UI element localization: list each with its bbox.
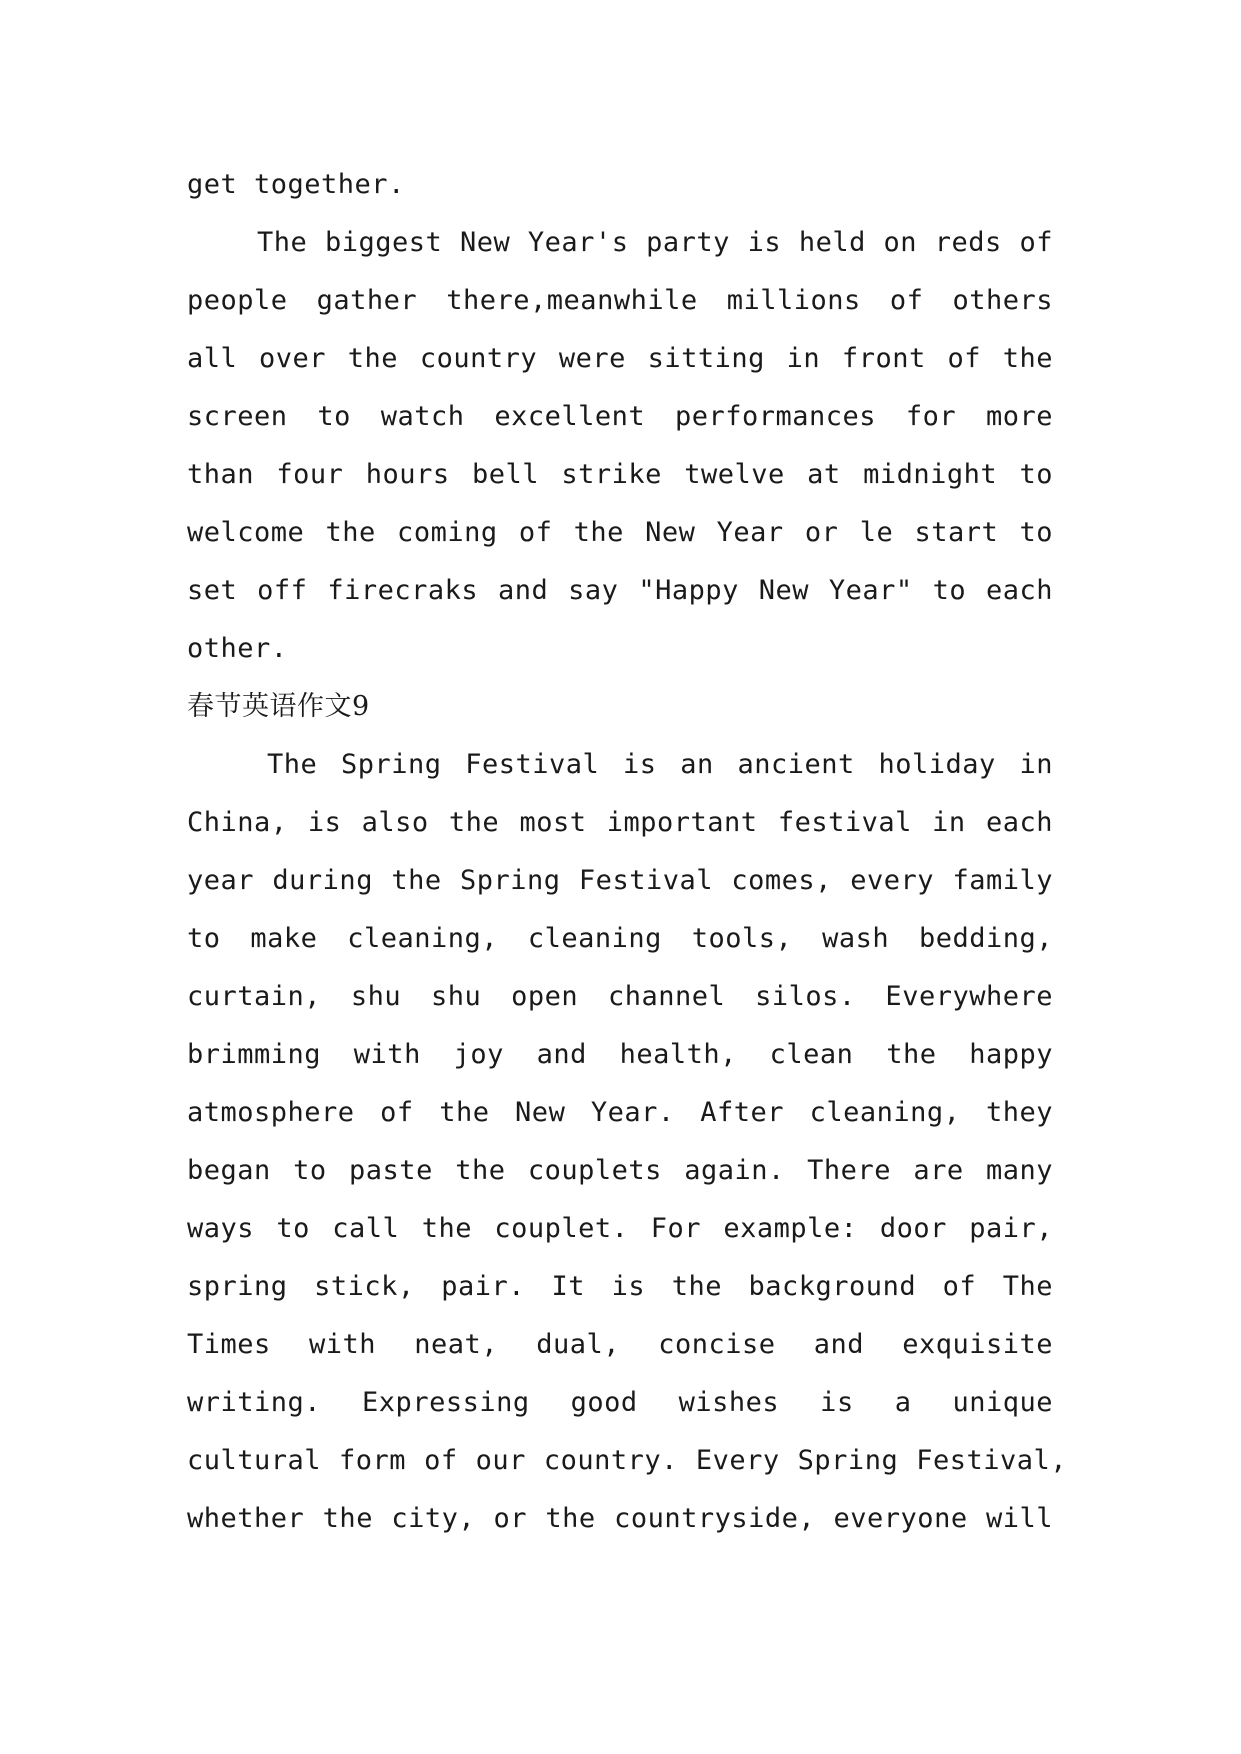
paragraph-line: curtain, shu shu open channel silos. Everywhere xyxy=(187,981,1053,1012)
paragraph-line: all over the country were sitting in front of the xyxy=(187,343,1053,374)
paragraph-line: than four hours bell strike twelve at midnight to xyxy=(187,459,1053,490)
paragraph-line: people gather there,meanwhile millions of others xyxy=(187,285,1053,316)
paragraph-line: welcome the coming of the New Year or le start to xyxy=(187,517,1053,548)
paragraph-line: cultural form of our country. Every Spring Festival, xyxy=(187,1445,1067,1476)
paragraph-line: year during the Spring Festival comes, every family xyxy=(187,865,1053,896)
paragraph-line: spring stick, pair. It is the background of The xyxy=(187,1271,1053,1302)
paragraph-line: whether the city, or the countryside, everyone will xyxy=(187,1503,1053,1534)
section-heading: 春节英语作文9 xyxy=(187,691,370,722)
paragraph-line: began to paste the couplets again. There are many xyxy=(187,1155,1053,1186)
paragraph-line: The Spring Festival is an ancient holiday in xyxy=(267,749,1053,780)
paragraph-line: China, is also the most important festival in each xyxy=(187,807,1053,838)
paragraph-fragment: get together. xyxy=(187,169,405,200)
paragraph-line: writing. Expressing good wishes is a unique xyxy=(187,1387,1053,1418)
paragraph-line: screen to watch excellent performances for more xyxy=(187,401,1053,432)
paragraph-line: to make cleaning, cleaning tools, wash bedding, xyxy=(187,923,1053,954)
paragraph-line: set off firecraks and say "Happy New Year" to each xyxy=(187,575,1053,606)
paragraph-line: Times with neat, dual, concise and exquisite xyxy=(187,1329,1053,1360)
paragraph-line: atmosphere of the New Year. After cleaning, they xyxy=(187,1097,1053,1128)
paragraph-line: brimming with joy and health, clean the happy xyxy=(187,1039,1053,1070)
paragraph-line: other. xyxy=(187,633,288,664)
paragraph-line: The biggest New Year's party is held on reds of xyxy=(257,227,1053,258)
paragraph-line: ways to call the couplet. For example: door pair, xyxy=(187,1213,1053,1244)
